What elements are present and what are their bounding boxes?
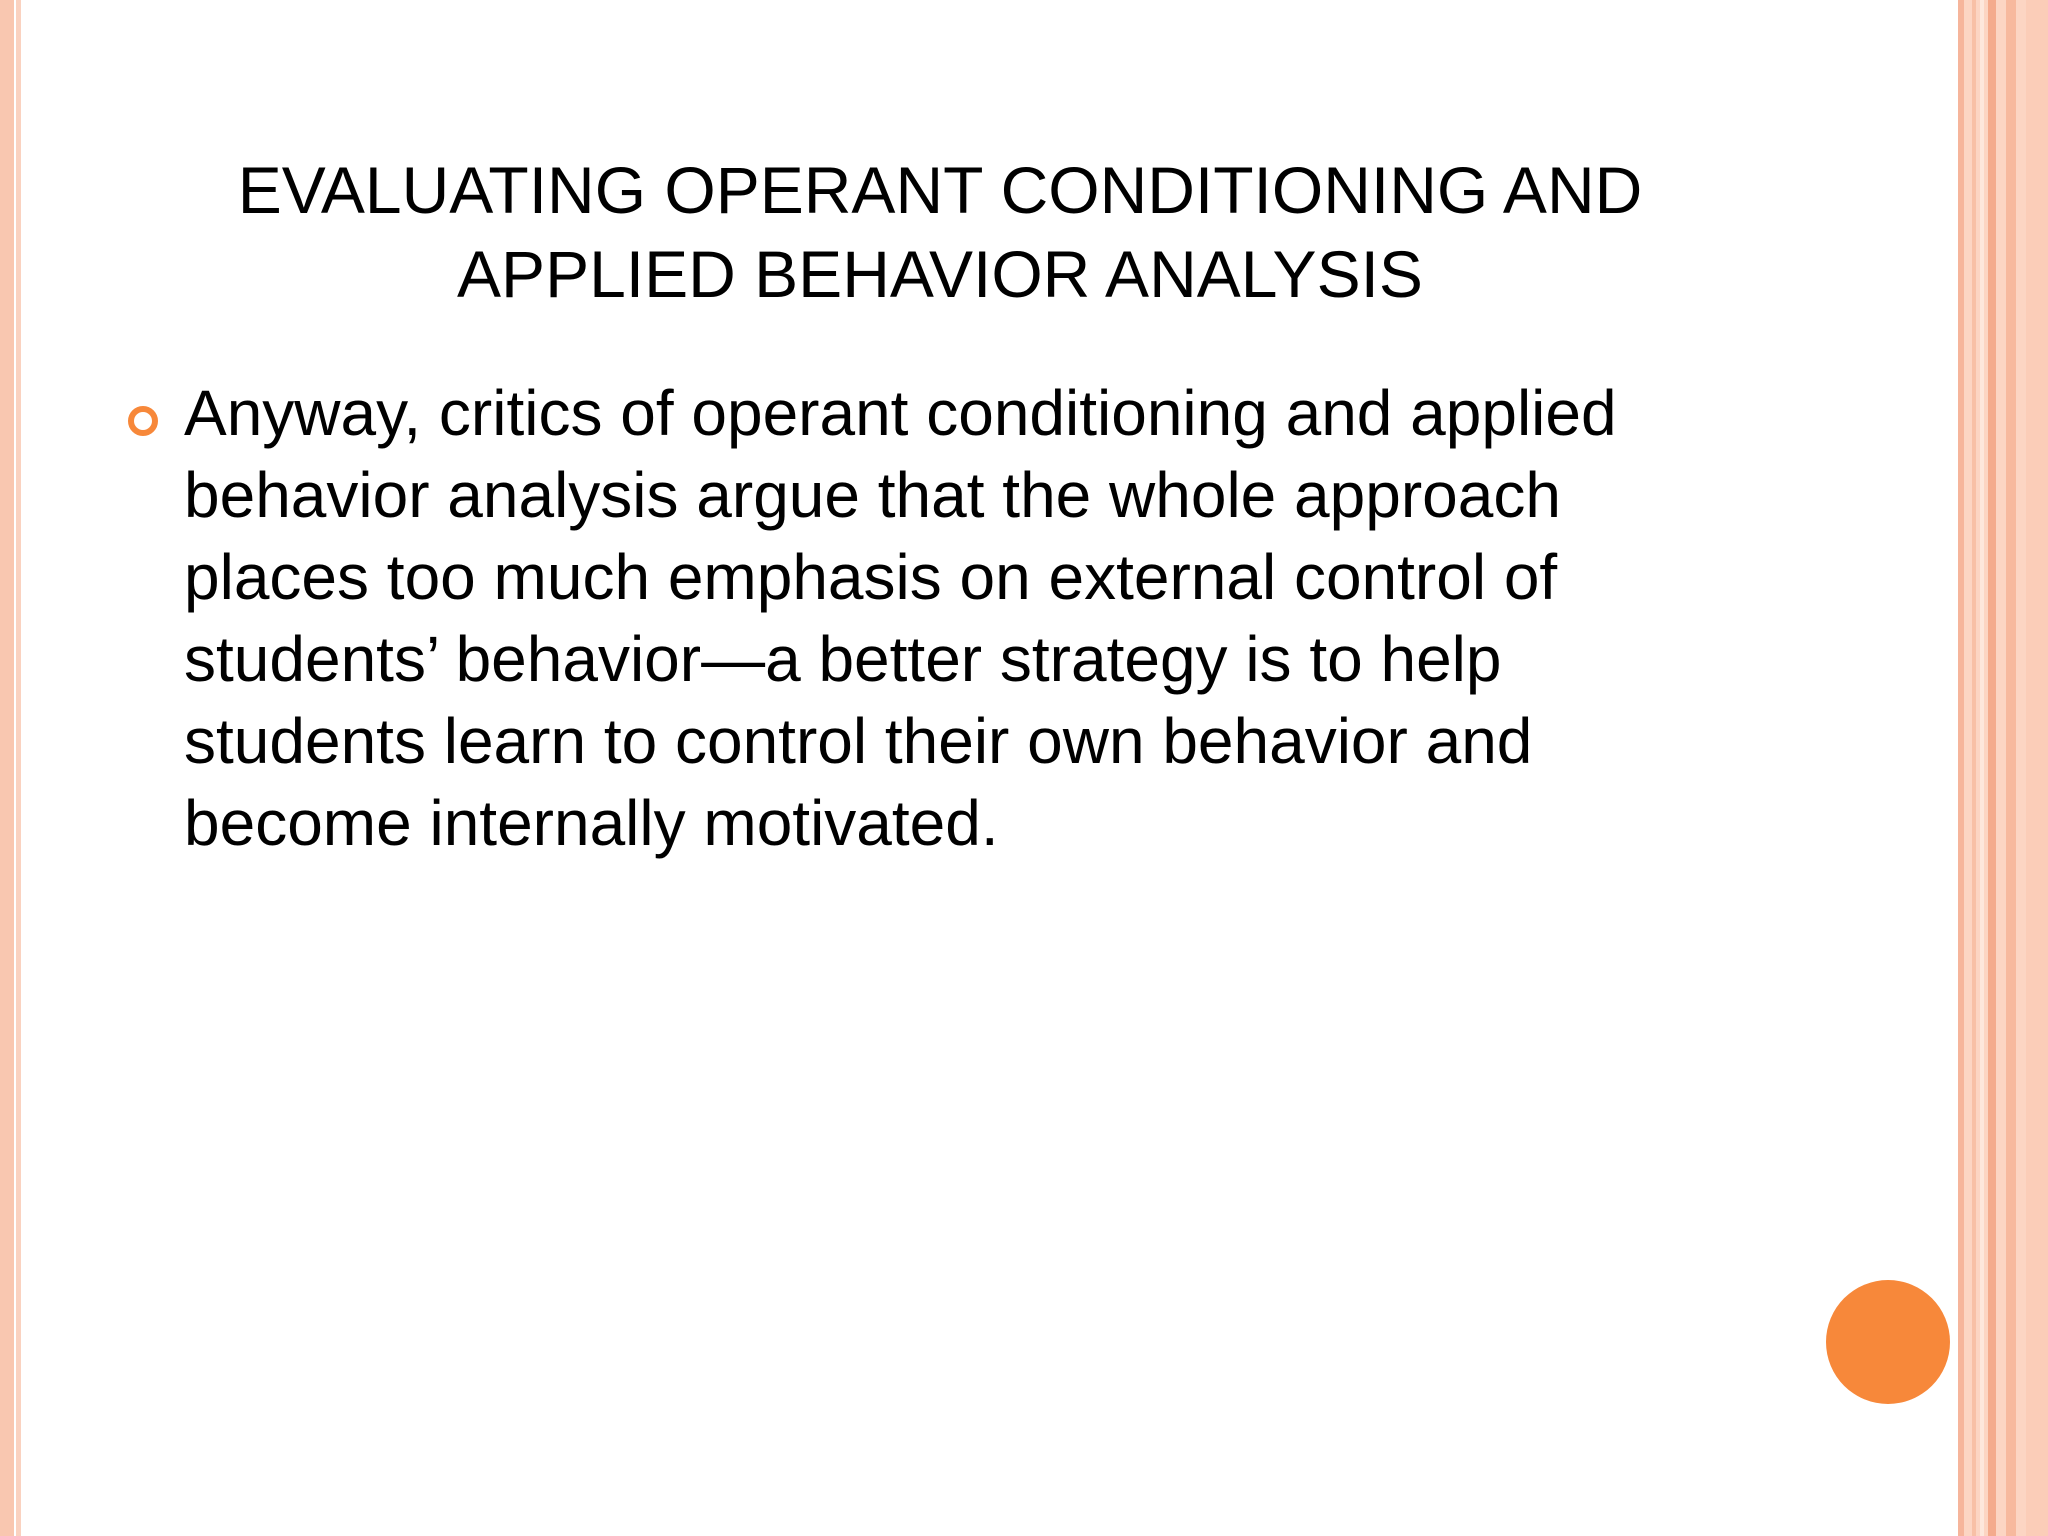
bullet-text-line: students’ behavior—a better strategy is to help [184, 623, 1502, 695]
left-border-line [16, 0, 21, 1536]
left-border-stripe [0, 0, 14, 1536]
right-border-line [2006, 0, 2016, 1536]
right-border-line [2026, 0, 2048, 1536]
bullet-text [184, 372, 1784, 864]
bullet-text-line: behavior analysis argue that the whole approach [184, 459, 1561, 531]
slide-title [170, 148, 1710, 316]
bullet-text-line: places too much emphasis on external control of [184, 541, 1558, 613]
orange-circle-decoration [1826, 1280, 1950, 1404]
bullet-text-line: Anyway, critics of operant conditioning and applied [184, 377, 1617, 449]
right-border-line [1972, 0, 1976, 1536]
slide-title-line: EVALUATING OPERANT CONDITIONING AND [237, 153, 1643, 227]
bullet-text-line: become internally motivated. [184, 787, 999, 859]
right-border-line [1988, 0, 1996, 1536]
hollow-circle-bullet-icon [128, 406, 158, 436]
right-border-line [1958, 0, 1964, 1536]
right-border-gap [1980, 0, 1984, 1536]
slide-title-line: APPLIED BEHAVIOR ANALYSIS [457, 237, 1423, 311]
bullet-text-line: students learn to control their own behavior and [184, 705, 1533, 777]
